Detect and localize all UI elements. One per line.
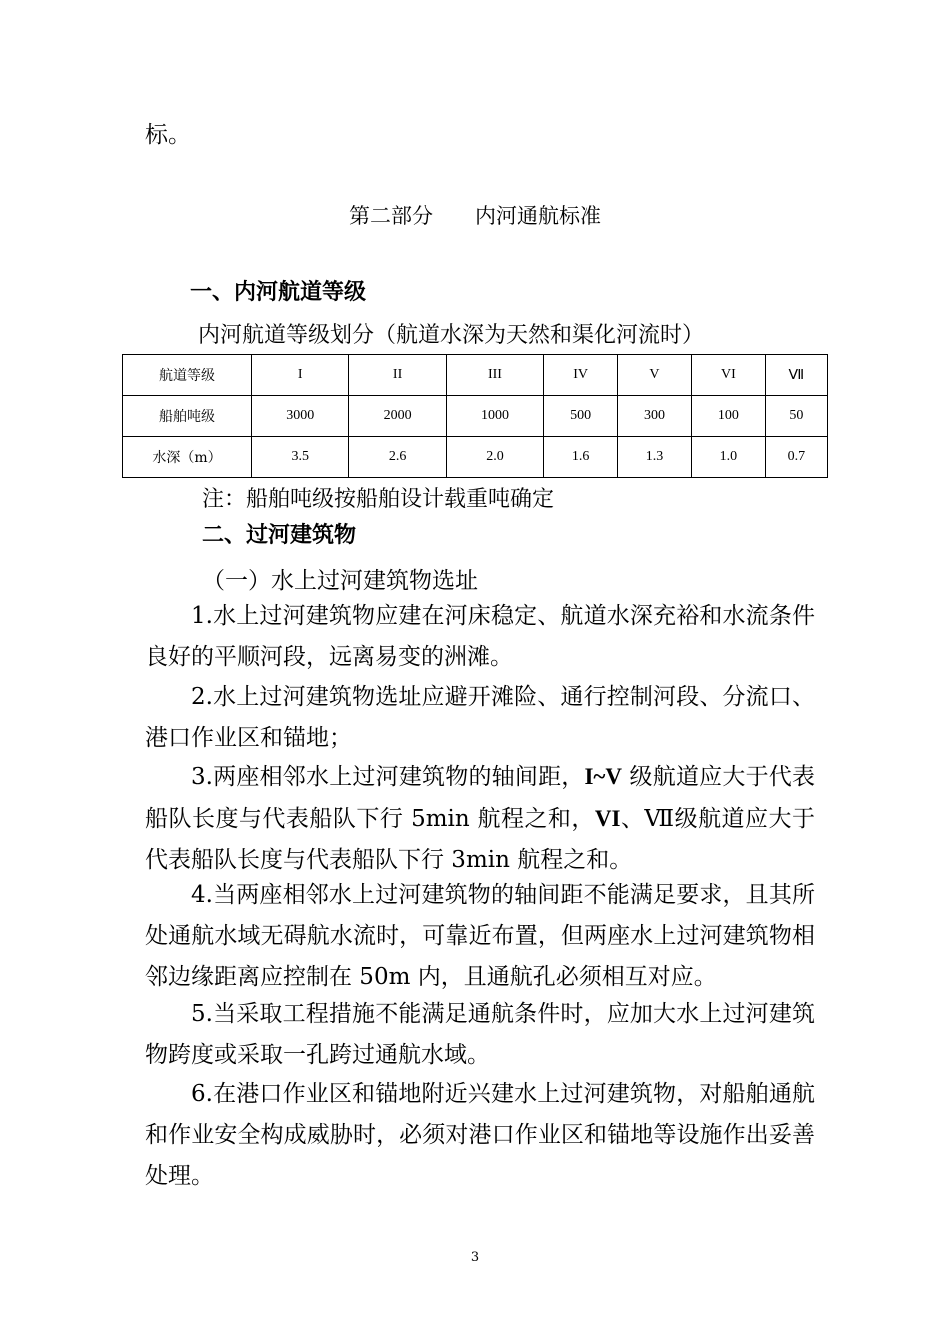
paragraph-3-text: 级航道应大于代表船队长度与代表船队下行 5min 航程之和， [145, 764, 815, 832]
section-heading-crossing-structures: 二、过河建筑物 [202, 523, 357, 548]
table-note: 注：船舶吨级按船舶设计载重吨确定 [202, 487, 555, 512]
paragraph-1: 1.水上过河建筑物应建在河床稳定、航道水深充裕和水流条件良好的平顺河段，远离易变的洲滩。 [145, 603, 815, 670]
table-cell: 2000 [349, 396, 446, 437]
table-cell: 2.0 [446, 437, 543, 478]
page-number: 3 [470, 1250, 480, 1265]
table-cell: 0.7 [765, 437, 827, 478]
table-cell: I [252, 355, 349, 396]
grade-six-bold: VI [594, 806, 621, 831]
table-caption: 内河航道等级划分（航道水深为天然和渠化河流时） [198, 323, 705, 348]
table-cell: 3000 [252, 396, 349, 437]
table-cell: II [349, 355, 446, 396]
table-cell: 1.0 [691, 437, 765, 478]
paragraph-5: 5.当采取工程措施不能满足通航条件时，应加大水上过河建筑物跨度或采取一孔跨过通航水域。 [145, 1001, 815, 1068]
paragraph-3-text: 、Ⅶ级航道应大于代表船队长度与代表船队下行 3min 航程之和。 [145, 806, 816, 873]
table-cell: 2.6 [349, 437, 446, 478]
row-label: 船舶吨级 [123, 396, 252, 437]
paragraph-2: 2.水上过河建筑物选址应避开滩险、通行控制河段、分流口、港口作业区和锚地； [145, 684, 815, 751]
table-cell: 50 [765, 396, 827, 437]
table-cell: IV [544, 355, 618, 396]
table-cell: 1.3 [618, 437, 692, 478]
table-row-grade [123, 355, 828, 396]
paragraph-4: 4.当两座相邻水上过河建筑物的轴间距不能满足要求，且其所处通航水域无碍航水流时，可靠近布置，但两座水上过河建筑物相邻边缘距离应控制在 50m 内，且通航孔必须相互对应。 [145, 882, 815, 990]
table-cell: 100 [691, 396, 765, 437]
paragraph-3-text: 3.两座相邻水上过河建筑物的轴间距， [191, 764, 585, 790]
row-label: 航道等级 [123, 355, 252, 396]
grade-range-bold: I~V [584, 764, 623, 789]
paragraph-6: 6.在港口作业区和锚地附近兴建水上过河建筑物，对船舶通航和作业安全构成威胁时，必须对港口作业区和锚地等设施作出妥善处理。 [145, 1081, 815, 1189]
table-cell: III [446, 355, 543, 396]
subsection-heading: （一）水上过河建筑物选址 [202, 568, 478, 594]
continuation-text: 标。 [145, 122, 191, 148]
table-cell: V [618, 355, 692, 396]
table-cell: 1.6 [544, 437, 618, 478]
table-cell: 300 [618, 396, 692, 437]
section-heading-waterway-grades: 一、内河航道等级 [190, 280, 367, 305]
table-row-tonnage [123, 396, 828, 437]
waterway-grade-table [122, 354, 828, 478]
table-cell: 500 [544, 396, 618, 437]
table-cell: 3.5 [252, 437, 349, 478]
row-label: 水深（m） [123, 437, 252, 478]
table-cell: Ⅶ [765, 355, 827, 396]
table-cell: VI [691, 355, 765, 396]
part-title: 第二部分 内河通航标准 [349, 204, 601, 228]
table-row-depth [123, 437, 828, 478]
paragraph-3 [145, 756, 815, 881]
table-cell: 1000 [446, 396, 543, 437]
